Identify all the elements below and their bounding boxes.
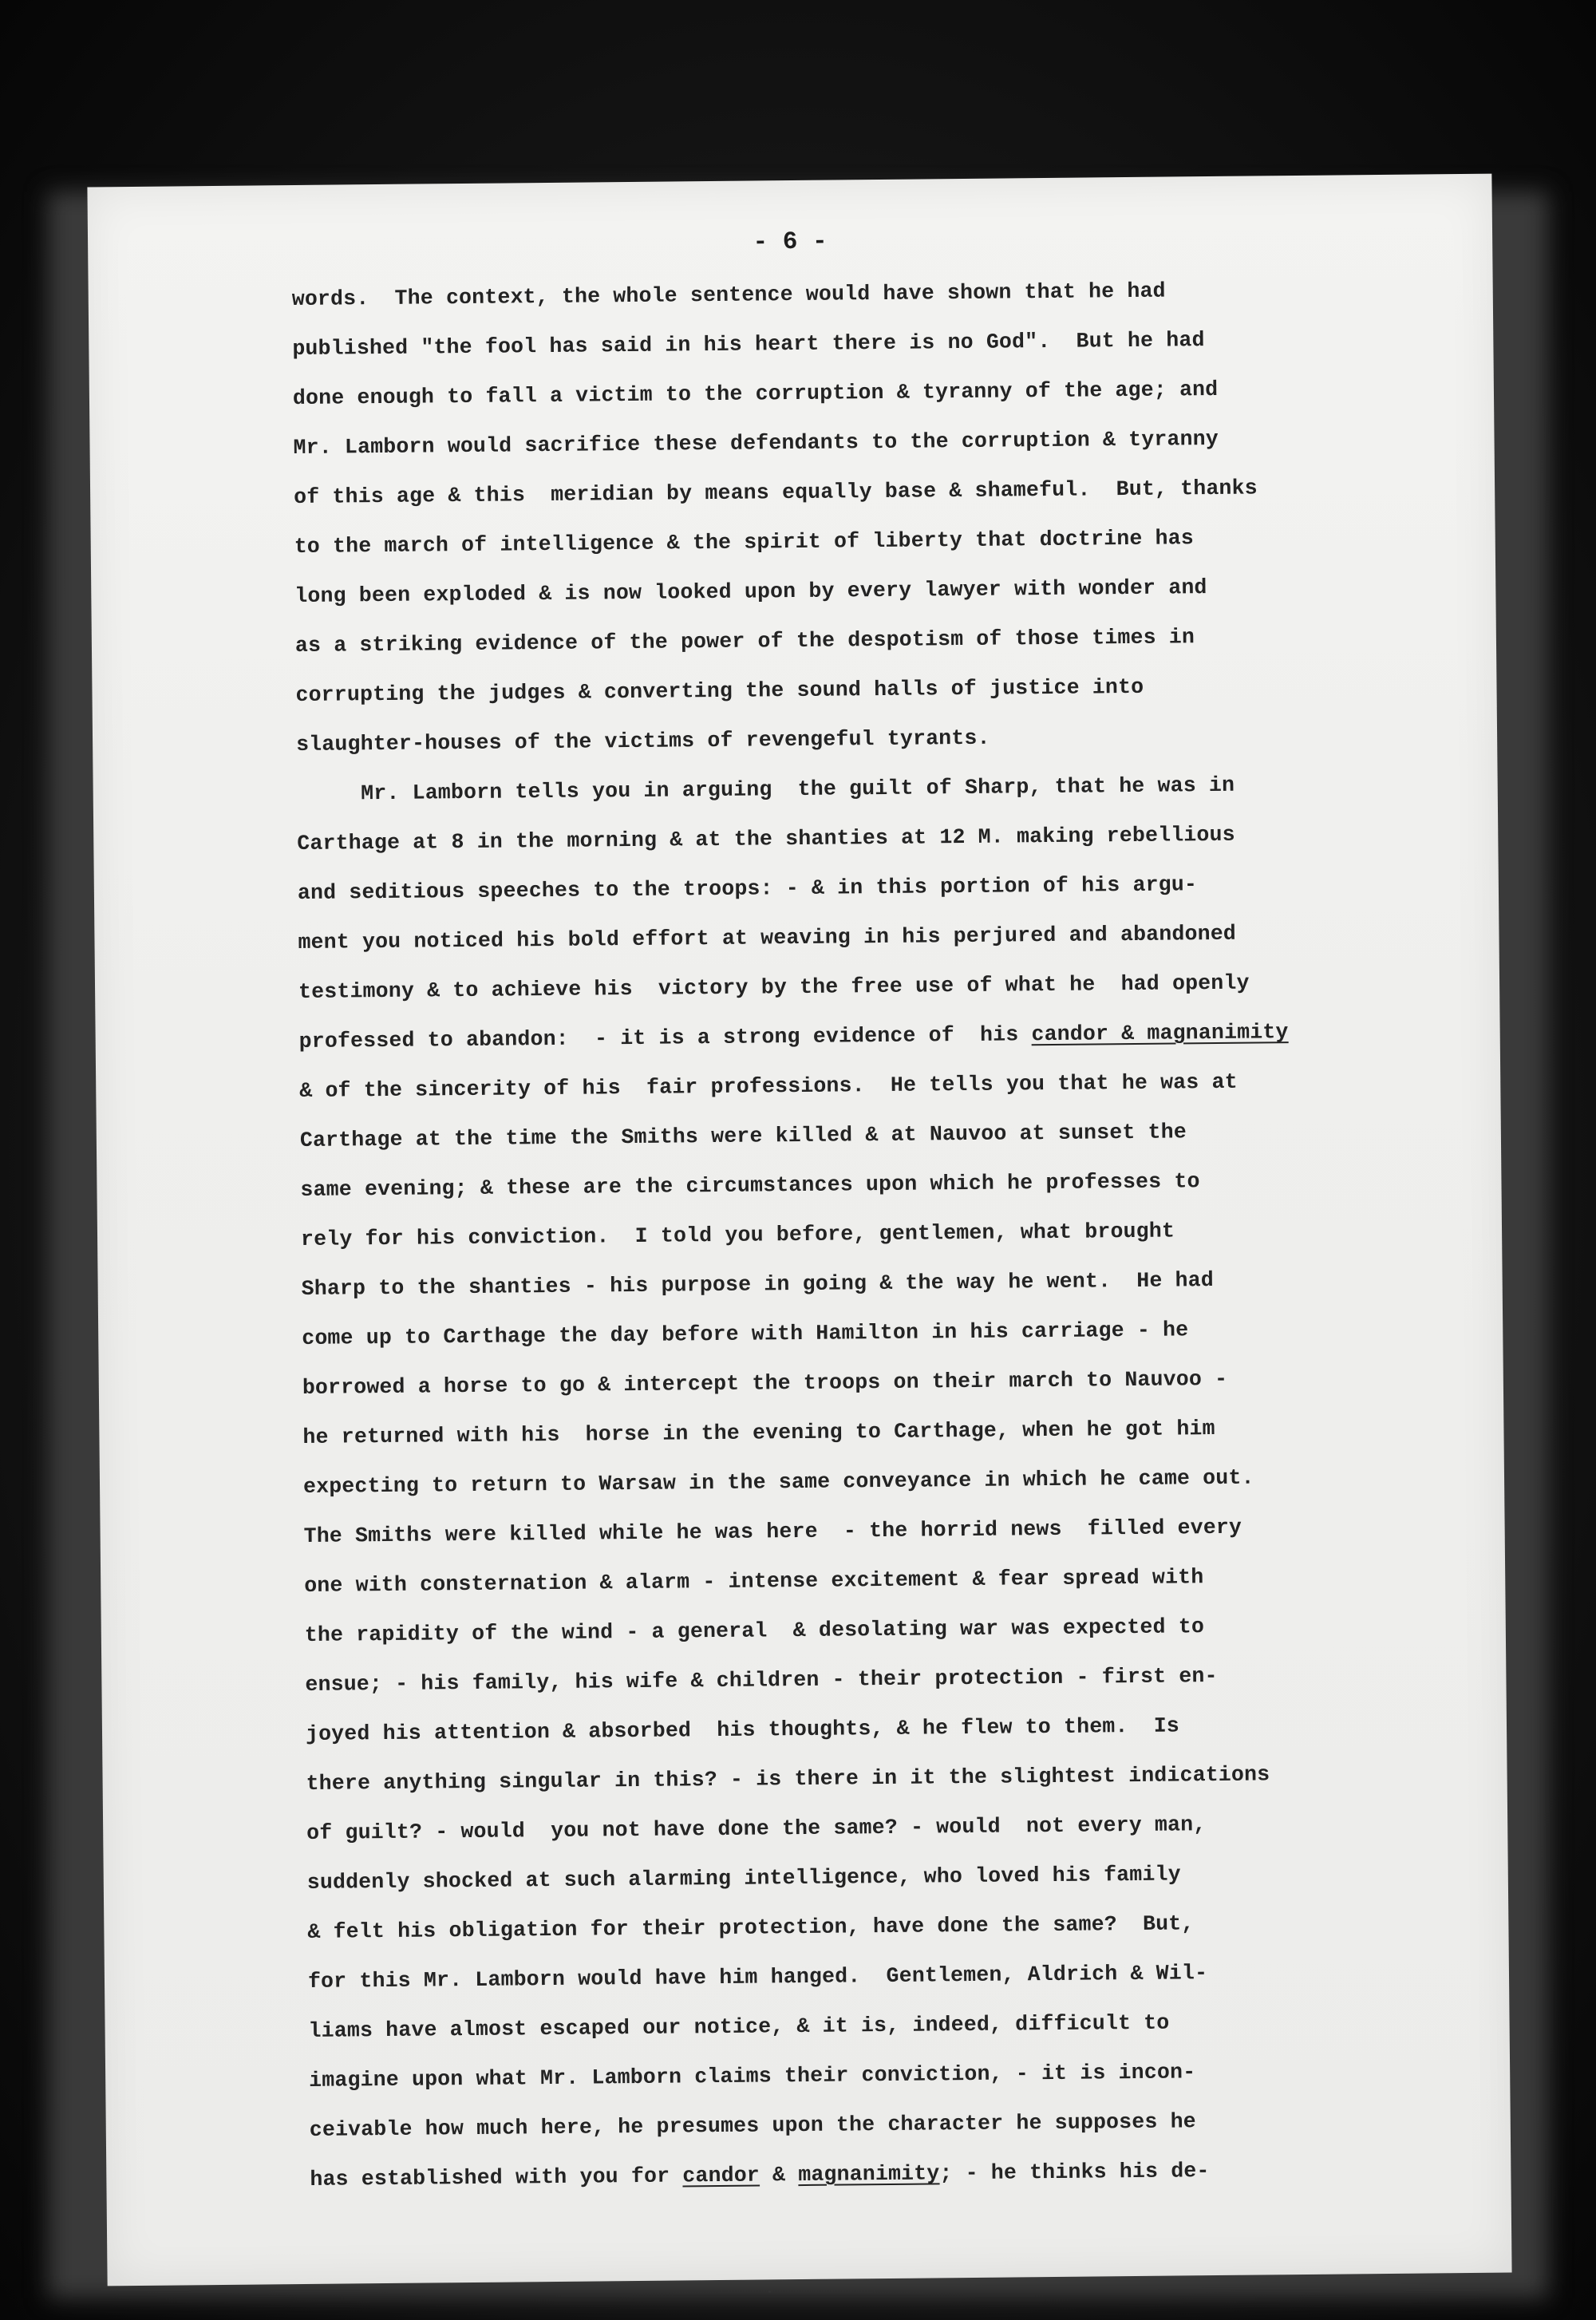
text-line-with-underline: [310, 2144, 1428, 2204]
text-line: borrowed a horse to go & intercept the troops on their march to Nauvoo -: [302, 1366, 1228, 1400]
underlined-word: candor: [682, 2163, 760, 2188]
text-line: The Smiths were killed while he was here - the horrid news filled every: [303, 1515, 1242, 1548]
page-number: - 6 -: [753, 227, 828, 257]
text-line: corrupting the judges & converting the sound halls of justice into: [295, 674, 1144, 708]
text-segment: professed to abandon: - it is a strong evidence of his: [298, 1022, 1032, 1054]
text-line: come up to Carthage the day before with Hamilton in his carriage - he: [302, 1318, 1189, 1350]
document-body: [291, 264, 1427, 2204]
text-line: testimony & to achieve his victory by the free use of what he had openly: [298, 970, 1250, 1005]
text-line: Mr. Lamborn would sacrifice these defendants to the corruption & tyranny: [293, 426, 1219, 460]
text-line: Carthage at the time the Smiths were killed & at Nauvoo at sunset the: [299, 1120, 1187, 1153]
text-line: slaughter-houses of the victims of revengeful tyrants.: [295, 725, 990, 757]
text-line: Mr. Lamborn tells you in arguing the guilt of Sharp, that he was in: [296, 773, 1235, 807]
text-line: ceivable how much here, he presumes upon the character he supposes he: [309, 2109, 1196, 2142]
text-line: expecting to return to Warsaw in the same conveyance in which he came out.: [302, 1465, 1254, 1499]
underlined-phrase: candor & magnanimity: [1031, 1020, 1289, 1047]
text-line: & felt his obligation for their protection, have done the same? But,: [307, 1911, 1195, 1944]
text-line: of guilt? - would you not have done the same? - would not every man,: [306, 1812, 1207, 1845]
text-line: published "the fool has said in his heart there is no God". But he had: [292, 328, 1205, 362]
text-line: of this age & this meridian by means equally base & shameful. But, thanks: [294, 476, 1258, 510]
text-line: to the march of intelligence & the spirit of liberty that doctrine has: [294, 526, 1195, 559]
text-line: Carthage at 8 in the morning & at the shanties at 12 M. making rebellious: [297, 822, 1235, 856]
dust-speck: [768, 2290, 771, 2293]
text-segment: ; - he thinks his de-: [939, 2159, 1210, 2186]
text-line: ment you noticed his bold effort at weaving in his perjured and abandoned: [298, 921, 1237, 955]
text-line: he returned with his horse in the evening to Carthage, when he got him: [302, 1417, 1215, 1449]
text-line: same evening; & these are the circumstances upon which he professes to: [300, 1169, 1200, 1203]
text-line: one with consternation & alarm - intense excitement & fear spread with: [304, 1565, 1204, 1598]
underlined-word: magnanimity: [798, 2161, 940, 2188]
text-line: long been exploded & is now looked upon by every lawyer with wonder and: [294, 575, 1207, 609]
text-line: there anything singular in this? - is there in it the slightest indications: [306, 1762, 1270, 1796]
text-line: ensue; - his family, his wife & children - their protection - first en-: [305, 1663, 1218, 1697]
text-line: joyed his attention & absorbed his thoughts, & he flew to them. Is: [305, 1713, 1180, 1746]
text-line: liams have almost escaped our notice, & it is, indeed, difficult to: [308, 2010, 1170, 2043]
text-segment: &: [759, 2163, 799, 2188]
document-page: [87, 174, 1511, 2286]
text-line: the rapidity of the wind - a general & desolating war was expected to: [304, 1615, 1205, 1647]
text-line: as a striking evidence of the power of the despotism of those times in: [294, 625, 1195, 658]
text-line: done enough to fall a victim to the corruption & tyranny of the age; and: [292, 377, 1219, 411]
text-line: and seditious speeches to the troops: - & in this portion of his argu-: [297, 872, 1198, 906]
text-line: suddenly shocked at such alarming intelligence, who loved his family: [306, 1862, 1181, 1895]
text-line: imagine upon what Mr. Lamborn claims their conviction, - it is incon-: [309, 2060, 1196, 2093]
text-line: rely for his conviction. I told you before, gentlemen, what brought: [300, 1219, 1175, 1251]
text-line: & of the sincerity of his fair professions. He tells you that he was at: [299, 1069, 1238, 1104]
text-segment: has established with you for: [310, 2164, 683, 2192]
text-line: words. The context, the whole sentence would have shown that he had: [291, 279, 1166, 312]
text-line: Sharp to the shanties - his purpose in going & the way he went. He had: [301, 1268, 1215, 1301]
text-line: for this Mr. Lamborn would have him hanged. Gentlemen, Aldrich & Wil-: [307, 1961, 1208, 1994]
